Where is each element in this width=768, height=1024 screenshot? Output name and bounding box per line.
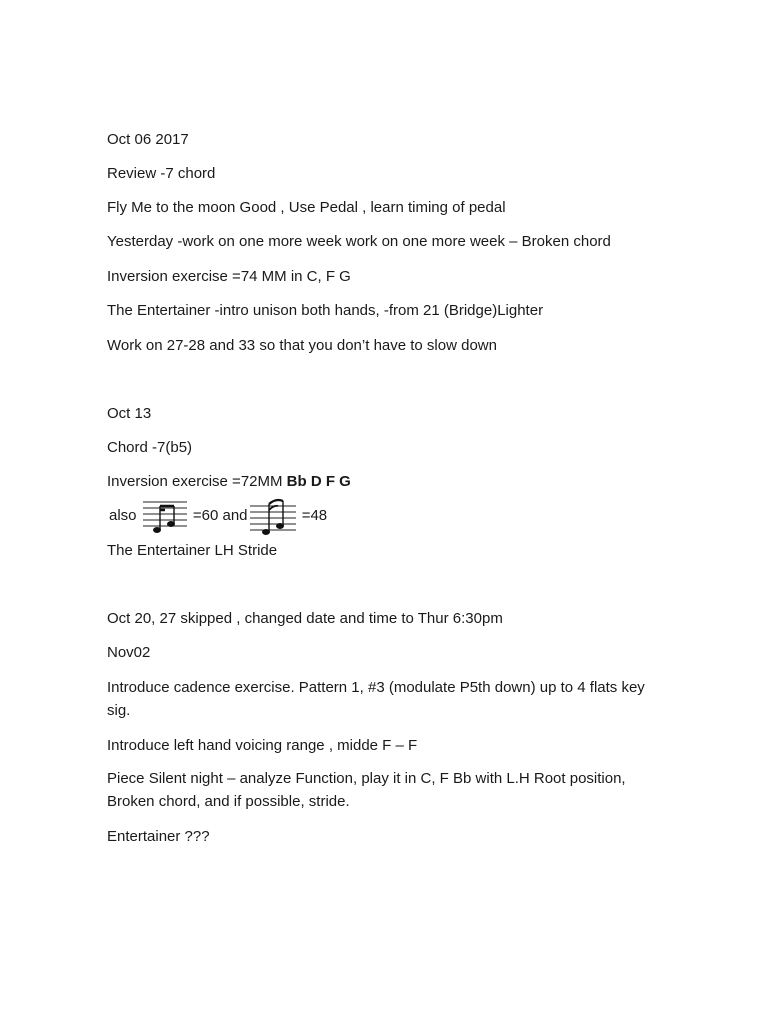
inversion-keys: Bb D F G — [286, 473, 351, 490]
date-oct13: Oct 13 — [107, 405, 152, 422]
also-label: also — [109, 507, 137, 524]
rhythm-notation-icon — [141, 496, 189, 536]
grace-note-rhythm-icon — [248, 496, 298, 536]
note-skipped: Oct 20, 27 skipped , changed date and time to Thur 6:30pm — [107, 610, 503, 627]
date-nov02: Nov02 — [107, 644, 151, 661]
date-oct06: Oct 06 2017 — [107, 131, 189, 148]
tempo-60: =60 — [192, 507, 219, 524]
note-cadence: Introduce cadence exercise. Pattern 1, #3 (modulate P5th down) up to 4 flats key sig. — [107, 679, 645, 719]
note-inversion-oct13 — [107, 473, 351, 491]
note-rhythm-tempos — [109, 496, 327, 536]
note-work-on: Work on 27-28 and 33 so that you don’t have to slow down — [107, 337, 497, 354]
note-voicing: Introduce left hand voicing range , midde F – F — [107, 737, 418, 754]
note-entertainer-nov02: Entertainer ??? — [107, 828, 210, 845]
note-entertainer-oct06: The Entertainer -intro unison both hands, -from 21 (Bridge)Lighter — [107, 302, 544, 319]
note-chord: Chord -7(b5) — [107, 439, 193, 456]
note-review: Review -7 chord — [107, 165, 216, 182]
note-fly-me: Fly Me to the moon Good , Use Pedal , learn timing of pedal — [107, 199, 506, 216]
note-silent-night: Piece Silent night – analyze Function, play it in C, F Bb with L.H Root position, Broken chord, and if possible, stride. — [107, 770, 626, 810]
inversion-prefix: Inversion exercise =72MM — [107, 473, 287, 490]
and-label: and — [222, 507, 248, 524]
note-yesterday: Yesterday -work on one more week work on one more week – Broken chord — [107, 233, 611, 250]
note-inversion-oct06: Inversion exercise =74 MM in C, F G — [107, 268, 351, 285]
tempo-48: =48 — [301, 507, 328, 524]
note-entertainer-lh: The Entertainer LH Stride — [107, 542, 278, 559]
